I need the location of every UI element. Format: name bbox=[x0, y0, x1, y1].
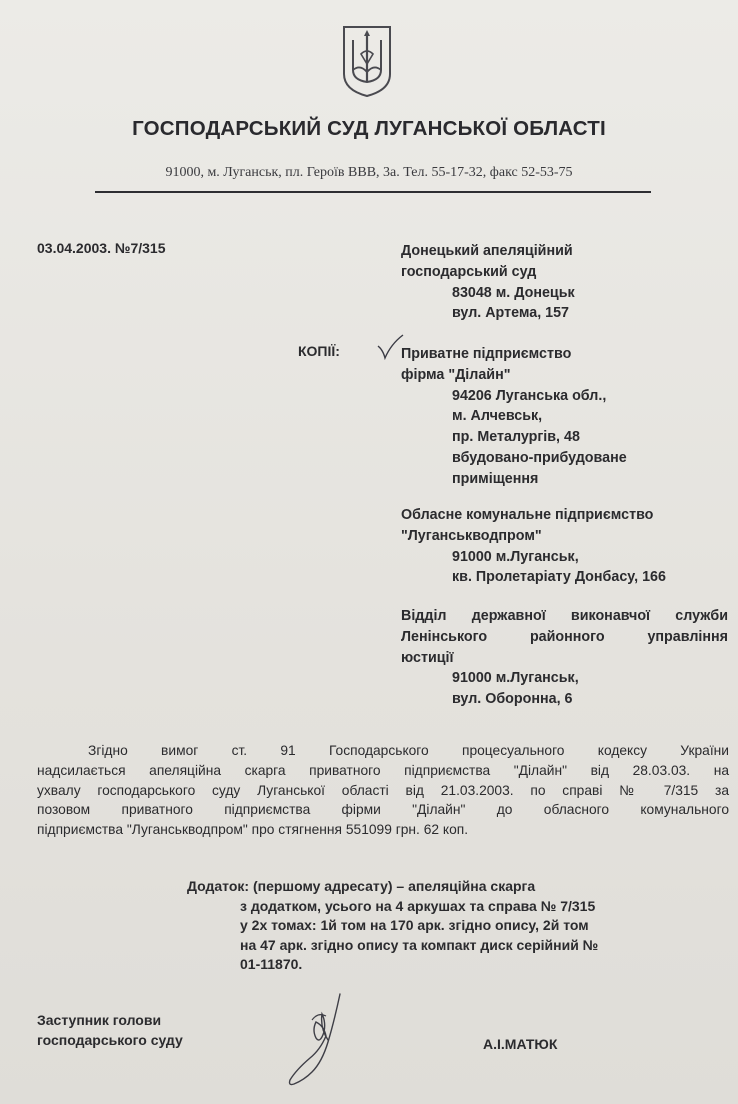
signatory-title-line: Заступник голови bbox=[37, 1012, 162, 1028]
recipient-address-line: 94206 Луганська обл., bbox=[452, 387, 607, 404]
body-line: позовом приватного підприємства фірми "Ділайн" до обласного комунального bbox=[37, 802, 729, 818]
checkmark-icon bbox=[376, 334, 404, 360]
copies-label: КОПІЇ: bbox=[298, 343, 340, 359]
recipient-name-line bbox=[401, 606, 728, 627]
word: служби bbox=[675, 608, 728, 624]
word: виконавчої bbox=[570, 608, 651, 624]
attachment-line: з додатком, усього на 4 аркушах та справа № 7/315 bbox=[240, 897, 596, 914]
recipient-address-line: вул. Артема, 157 bbox=[452, 305, 569, 322]
copy-recipient-1 bbox=[401, 344, 627, 490]
recipient-name-line: фірма "Ділайн" bbox=[401, 366, 511, 383]
trident-coat-of-arms-icon bbox=[341, 24, 393, 98]
attachment-line: 01-11870. bbox=[240, 956, 303, 973]
recipient-name-line: Донецький апеляційний bbox=[401, 243, 573, 259]
body-line: надсилається апеляційна скарга приватного підприємства "Ділайн" від 28.03.03. на bbox=[37, 762, 729, 778]
court-address: 91000, м. Луганськ, пл. Героїв ВВВ, 3а. Тел. 55-17-32, факс 52-53-75 bbox=[165, 165, 573, 180]
recipient-address-line: 91000 м.Луганськ, bbox=[452, 670, 579, 687]
recipient-address-line: вул. Оборонна, 6 bbox=[452, 691, 573, 708]
body-line: підприємства "Луганськводпром" про стягнення 551099 грн. 62 коп. bbox=[37, 822, 469, 838]
document-reference: 03.04.2003. №7/315 bbox=[37, 240, 166, 256]
word: Відділ bbox=[401, 608, 447, 624]
letter-body bbox=[37, 741, 729, 840]
word: Ленінського bbox=[401, 628, 488, 645]
word: районного bbox=[529, 628, 605, 645]
recipient-address-line: м. Алчевськ, bbox=[452, 408, 543, 425]
signatory-title bbox=[37, 1010, 183, 1050]
recipient-address-line: пр. Металургів, 48 bbox=[452, 429, 580, 446]
word: управління bbox=[647, 628, 728, 645]
attachment-line: у 2х томах: 1й том на 170 арк. згідно опису, 2й том bbox=[240, 917, 589, 934]
recipient-address-line: приміщення bbox=[452, 470, 539, 487]
recipient-name-line: Приватне підприємство bbox=[401, 346, 572, 362]
recipient-name-line bbox=[401, 627, 728, 648]
attachment-block bbox=[187, 877, 598, 975]
attachment-line: Додаток: (першому адресату) – апеляційна скарга bbox=[187, 878, 536, 894]
recipient-name-line: Обласне комунальне підприємство bbox=[401, 507, 654, 523]
body-line: ухвалу господарського суду Луганської області від 21.03.2003. по справі № 7/315 за bbox=[37, 782, 729, 798]
handwritten-signature bbox=[282, 992, 354, 1092]
recipient-name-line: господарський суд bbox=[401, 263, 537, 280]
header-divider bbox=[95, 191, 651, 193]
word: державної bbox=[471, 608, 546, 624]
recipient-name-line: "Луганськводпром" bbox=[401, 527, 542, 544]
recipient-address-line: вбудовано-прибудоване bbox=[452, 449, 627, 466]
main-recipient bbox=[401, 241, 575, 324]
signatory-title-line: господарського суду bbox=[37, 1032, 183, 1048]
body-line: Згідно вимог ст. 91 Господарського процесуального кодексу України bbox=[88, 743, 729, 758]
recipient-address-line: 83048 м. Донецьк bbox=[452, 284, 575, 301]
copy-recipient-3 bbox=[401, 606, 728, 710]
recipient-address-line: кв. Пролетаріату Донбасу, 166 bbox=[452, 569, 666, 586]
copy-recipient-2 bbox=[401, 505, 666, 588]
attachment-line: на 47 арк. згідно опису та компакт диск серійний № bbox=[240, 936, 599, 953]
recipient-name-line: юстиції bbox=[401, 649, 454, 666]
court-name: ГОСПОДАРСЬКИЙ СУД ЛУГАНСЬКОЇ ОБЛАСТІ bbox=[132, 117, 606, 140]
recipient-address-line: 91000 м.Луганськ, bbox=[452, 548, 579, 565]
signer-name: А.І.МАТЮК bbox=[483, 1036, 558, 1052]
